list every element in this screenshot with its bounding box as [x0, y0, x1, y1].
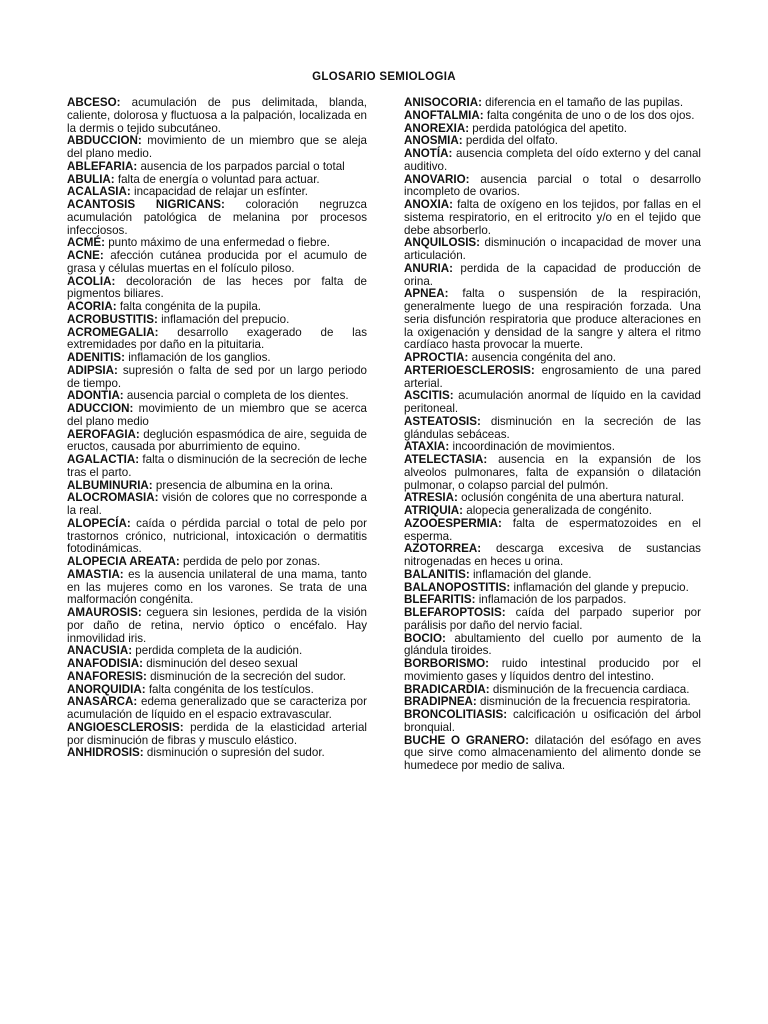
glossary-entry	[67, 696, 367, 722]
glossary-term: AMASTIA:	[67, 567, 124, 581]
glossary-entry	[67, 429, 367, 455]
glossary-term: APROCTIA:	[404, 351, 469, 364]
glossary-definition: disminución de la frecuencia respiratoria.	[480, 695, 691, 709]
glossary-term: ANHIDROSIS:	[67, 746, 144, 760]
glossary-term: ARTERIOESCLEROSIS:	[404, 363, 535, 377]
glossary-term: ALOPECIA AREATA:	[67, 555, 180, 568]
glossary-definition: perdida de pelo por zonas.	[182, 555, 321, 568]
glossary-term: ADENITIS:	[67, 351, 125, 364]
glossary-term: ANOTÍA:	[404, 147, 453, 160]
glossary-term: BALANITIS:	[404, 567, 470, 581]
glossary-definition: ausencia congénita del ano.	[471, 351, 617, 364]
glossary-definition: calcificación u osificación del árbol bronquial.	[404, 708, 701, 734]
glossary-term: ASCITIS:	[404, 389, 454, 403]
glossary-term: ATRIQUIA:	[404, 504, 464, 517]
glossary-definition: descarga excesiva de sustancias nitrogenadas en heces u orina.	[404, 542, 701, 568]
glossary-term: ACNE:	[67, 249, 104, 262]
glossary-term: ABLEFARIA:	[67, 159, 138, 173]
glossary-definition: falta congénita de los testículos.	[148, 682, 314, 696]
glossary-definition: falta congénita de uno o de los dos ojos.	[486, 108, 695, 122]
glossary-term: ABDUCCION:	[67, 134, 142, 148]
glossary-term: ANURIA:	[404, 261, 453, 275]
glossary-definition: ausencia de los parpados parcial o total	[140, 159, 345, 173]
glossary-definition: oclusión congénita de una abertura natural.	[461, 491, 685, 505]
glossary-definition: incoordinación de movimientos.	[452, 440, 615, 454]
glossary-term: ATRESIA:	[404, 491, 458, 505]
glossary-definition: dilatación del esófago en aves que sirve como almacenamiento del alimento donde se humedece por medio de saliva.	[404, 733, 702, 772]
glossary-term: ANAFODISIA:	[67, 657, 143, 670]
glossary-term: ADONTIA:	[67, 389, 124, 403]
glossary-definition: abultamiento del cuello por aumento de la glándula tiroides.	[404, 631, 701, 658]
glossary-term: ANORQUIDIA:	[67, 682, 146, 696]
glossary-term: APNEA:	[404, 287, 449, 301]
glossary-entry	[404, 365, 701, 391]
glossary-entry	[67, 722, 367, 748]
glossary-term: ATELECTASIA:	[404, 453, 488, 466]
glossary-entry	[67, 199, 367, 237]
glossary-definition: caída o pérdida parcial o total de pelo por trastornos crónico, nutricional, intoxicación o dermatitis fotodinámicas.	[67, 516, 367, 556]
glossary-term: BRADICARDIA:	[404, 682, 490, 696]
glossary-entry	[67, 454, 367, 480]
glossary-definition: perdida patológica del apetito.	[472, 121, 627, 135]
glossary-definition: falta de espermatozoides en el esperma.	[404, 516, 701, 543]
glossary-definition: disminución o incapacidad de mover una articulación.	[404, 236, 701, 262]
glossary-definition: disminución o supresión del sudor.	[146, 746, 325, 760]
glossary-entry	[67, 276, 367, 302]
glossary-definition: afección cutánea producida por el acumulo de grasa y células muertas en el folículo piloso.	[67, 249, 367, 275]
glossary-definition: visión de colores que no corresponde a la real.	[67, 491, 367, 517]
glossary-entry	[404, 148, 701, 174]
glossary-definition: ruido intestinal producido por el movimiento gases y líquidos dentro del intestino.	[404, 657, 701, 683]
glossary-entry	[404, 518, 701, 544]
glossary-term: ACROBUSTITIS:	[67, 312, 158, 326]
glossary-definition: alopecia generalizada de congénito.	[466, 504, 652, 517]
glossary-definition: falta o suspensión de la respiración, generalmente luego de una respiración forzada. Una seria disfunción respiratoria que produce alteraciones en la oxigenación y densidad de la sangre y altera el ritmo cardíaco hasta provocar la muerte.	[404, 287, 701, 352]
glossary-definition: punto máximo de una enfermedad o fiebre.	[108, 236, 330, 250]
glossary-definition: acumulación anormal de líquido en la cavidad peritoneal.	[404, 389, 701, 415]
glossary-definition: falta de energía o voluntad para actuar.	[117, 172, 320, 186]
glossary-entry	[67, 747, 367, 760]
glossary-right-column	[404, 97, 701, 773]
glossary-term: BLEFAROPTOSIS:	[404, 606, 506, 619]
glossary-term: ACOLIA:	[67, 274, 116, 288]
glossary-entry	[404, 416, 701, 442]
glossary-term: ANGIOESCLEROSIS:	[67, 720, 184, 734]
glossary-entry	[404, 543, 701, 569]
glossary-definition: decoloración de las heces por falta de pigmentos biliares.	[67, 274, 367, 301]
glossary-definition: disminución en la secreción de las glándulas sebáceas.	[404, 414, 701, 441]
glossary-definition: ceguera sin lesiones, perdida de la visión por daño de retina, nervio óptico o encéfalo. Hay inmovilidad iris.	[67, 606, 367, 645]
glossary-term: ABCESO:	[67, 96, 121, 109]
glossary-definition: diferencia en el tamaño de las pupilas.	[485, 96, 684, 109]
glossary-definition: inflamación del glande y prepucio.	[513, 580, 689, 594]
glossary-term: ANOXIA:	[404, 198, 453, 211]
glossary-definition: engrosamiento de una pared arterial.	[404, 363, 701, 390]
glossary-entry	[404, 263, 701, 289]
glossary-definition: disminución de la frecuencia cardiaca.	[492, 682, 690, 696]
glossary-term: ACROMEGALIA:	[67, 325, 159, 339]
glossary-definition: falta o disminución de la secreción de leche tras el parto.	[67, 453, 367, 479]
glossary-term: ASTEATOSIS:	[404, 414, 481, 428]
glossary-definition: desarrollo exagerado de las extremidades por daño en la pituitaria.	[67, 325, 367, 352]
glossary-term: BLEFARITIS:	[404, 593, 476, 607]
glossary-definition: perdida de la capacidad de producción de orina.	[404, 261, 701, 288]
glossary-term: ANACUSIA:	[67, 644, 133, 658]
glossary-term: AZOTORREA:	[404, 542, 482, 556]
glossary-definition: supresión o falta de sed por un largo periodo de tiempo.	[67, 363, 367, 390]
glossary-entry	[67, 492, 367, 518]
glossary-entry	[67, 327, 367, 353]
glossary-definition: disminución del deseo sexual	[146, 657, 298, 670]
glossary-term: BALANOPOSTITIS:	[404, 580, 511, 594]
glossary-entry	[404, 658, 701, 684]
glossary-entry	[67, 365, 367, 391]
glossary-entry	[67, 135, 367, 161]
glossary-term: ANOSMIA:	[404, 134, 463, 148]
document-title: GLOSARIO SEMIOLOGIA	[312, 71, 456, 83]
glossary-definition: edema generalizado que se caracteriza por acumulación de líquido en el espacio extravascular.	[67, 695, 367, 721]
glossary-term: ACMÉ:	[67, 236, 105, 250]
glossary-definition: inflamación de los parpados.	[478, 593, 627, 607]
glossary-entry	[404, 199, 701, 237]
glossary-entry	[67, 97, 367, 135]
glossary-entry	[404, 390, 701, 416]
glossary-term: ALOCROMASIA:	[67, 491, 159, 505]
glossary-definition: deglución espasmódica de aire, seguida de eructos, causada por aburrimiento de equino.	[67, 427, 367, 454]
glossary-definition: ausencia completa del oído externo y del canal auditivo.	[404, 147, 701, 173]
glossary-definition: movimiento de un miembro que se aleja del plano medio.	[67, 134, 367, 160]
glossary-term: BUCHE O GRANERO:	[404, 733, 529, 747]
glossary-term: ANQUILOSIS:	[404, 236, 481, 250]
glossary-term: ALBUMINURIA:	[67, 478, 153, 492]
glossary-term: AEROFAGIA:	[67, 427, 140, 441]
glossary-term: BRONCOLITIASIS:	[404, 708, 508, 721]
glossary-term: BORBORISMO:	[404, 657, 490, 670]
glossary-definition: ausencia en la expansión de los alveolos pulmonares, falta de expansión o dilatación pulmonar, o colapso parcial del pulmón.	[404, 453, 701, 492]
glossary-term: BOCIO:	[404, 631, 446, 645]
glossary-definition: disminución de la secreción del sudor.	[150, 669, 347, 683]
glossary-term: ANASARCA:	[67, 695, 138, 709]
glossary-entry	[404, 288, 701, 352]
glossary-term: ACANTOSIS NIGRICANS:	[67, 198, 225, 211]
glossary-term: ACORIA:	[67, 300, 117, 313]
glossary-definition: inflamación del prepucio.	[161, 312, 290, 326]
glossary-definition: caída del parpado superior por parálisis por daño del nervio facial.	[404, 606, 701, 632]
glossary-term: AGALACTIA:	[67, 453, 140, 466]
glossary-definition: falta de oxígeno en los tejidos, por fallas en el sistema respiratorio, en el eritrocito y/o en el tejido que debe absorberlo.	[404, 198, 701, 237]
glossary-entry	[67, 403, 367, 429]
glossary-term: ANOVARIO:	[404, 172, 470, 186]
glossary-definition: perdida de la elasticidad arterial por disminución de fibras y musculo elástico.	[67, 720, 367, 747]
glossary-definition: es la ausencia unilateral de una mama, tanto en las mujeres como en los varones. Se trata de una malformación congénita.	[67, 567, 367, 607]
glossary-entry	[404, 607, 701, 633]
glossary-term: ABULIA:	[67, 172, 115, 186]
glossary-term: ACALASIA:	[67, 185, 131, 199]
glossary-term: AMAUROSIS:	[67, 606, 142, 619]
glossary-entry	[404, 174, 701, 200]
glossary-entry	[67, 607, 367, 645]
glossary-term: ANAFORESIS:	[67, 669, 147, 683]
glossary-definition: perdida completa de la audición.	[135, 644, 303, 658]
glossary-entry	[404, 454, 701, 492]
glossary-definition: ausencia parcial o total o desarrollo incompleto de ovarios.	[404, 172, 701, 199]
glossary-entry	[404, 633, 701, 659]
glossary-definition: presencia de albumina en la orina.	[155, 478, 334, 492]
glossary-entry	[404, 237, 701, 263]
glossary-entry	[67, 518, 367, 556]
glossary-term: BRADIPNEA:	[404, 695, 477, 709]
glossary-definition: inflamación del glande.	[472, 567, 592, 581]
glossary-term: ALOPECÍA:	[67, 516, 131, 530]
glossary-term: ADIPSIA:	[67, 363, 118, 377]
glossary-definition: coloración negruzca acumulación patológica de melanina por procesos infecciosos.	[67, 198, 367, 237]
glossary-definition: incapacidad de relajar un esfínter.	[134, 185, 309, 199]
glossary-definition: falta congénita de la pupila.	[119, 300, 261, 313]
glossary-definition: perdida del olfato.	[465, 134, 559, 148]
glossary-term: ATAXIA:	[404, 440, 450, 454]
glossary-term: ADUCCION:	[67, 402, 134, 415]
glossary-entry	[404, 709, 701, 735]
glossary-term: ANISOCORIA:	[404, 96, 482, 109]
glossary-term: ANOREXIA:	[404, 121, 470, 135]
glossary-entry	[67, 250, 367, 276]
glossary-entry	[67, 569, 367, 607]
glossary-entry	[404, 735, 701, 773]
glossary-definition: movimiento de un miembro que se acerca del plano medio	[67, 402, 367, 428]
glossary-left-column	[67, 97, 367, 760]
glossary-term: ANOFTALMIA:	[404, 108, 484, 122]
glossary-term: AZOOESPERMIA:	[404, 516, 502, 530]
glossary-definition: acumulación de pus delimitada, blanda, caliente, dolorosa y fluctuosa a la palpación, localizada en la dermis o tejido subcutáneo.	[67, 96, 367, 135]
glossary-definition: inflamación de los ganglios.	[128, 351, 271, 364]
glossary-definition: ausencia parcial o completa de los dientes.	[126, 389, 349, 403]
